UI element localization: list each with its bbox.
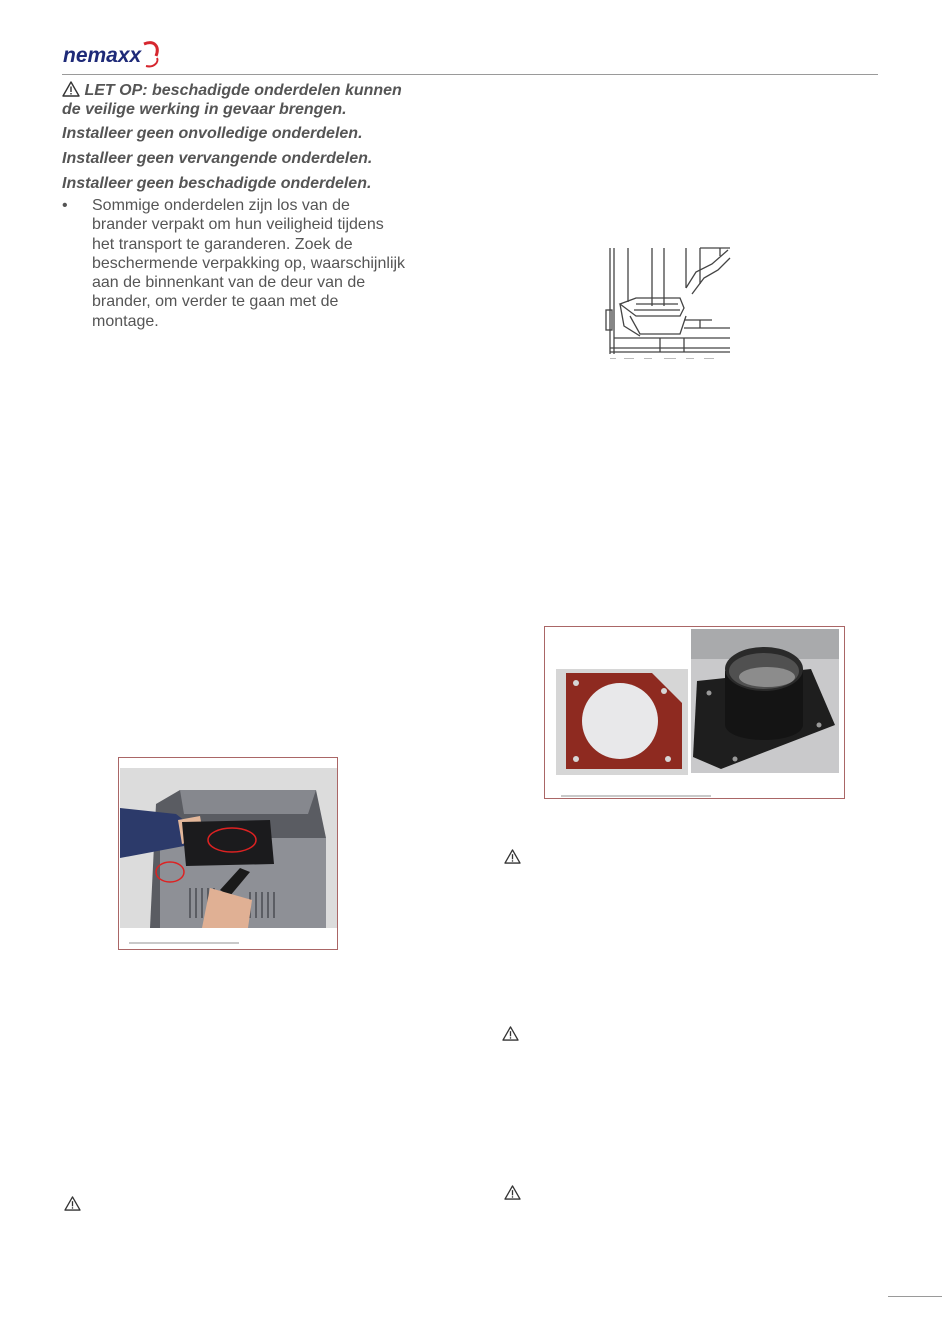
bullet-line: montage. [92,312,159,330]
bullet-line: beschermende verpakking op, waarschijnlijk [92,254,406,272]
flue-collar-image [691,629,839,773]
warning-line-1: LET OP: beschadigde onderdelen kunnen [84,82,402,99]
warning-triangle-icon [502,1026,519,1041]
header-rule [62,74,878,75]
warning-line-3: Installeer geen onvolledige onderdelen. [62,125,363,142]
warning-heading [62,81,402,100]
warning-line-5: Installeer geen beschadigde onderdelen. [62,175,372,192]
caption-smudge [129,942,239,944]
caption-smudge [561,795,711,797]
bullet-line: het transport te garanderen. Zoek de [92,235,353,253]
flue-collar-photo [544,626,845,799]
installation-photo [118,757,338,950]
warning-line-4: Installeer geen vervangende onderdelen. [62,150,373,167]
bullet-line: brander, om verder te gaan met de [92,293,339,311]
nemaxx-logo [62,36,162,72]
warning-triangle-icon [504,1185,521,1200]
logo-wordmark: nemaxx [63,44,142,67]
warning-line-2: de veilige werking in gevaar brengen. [62,101,347,118]
gasket-image [556,669,688,775]
page-number-rule [888,1296,942,1297]
warning-triangle-icon [504,849,521,864]
bullet-marker: • [62,197,68,214]
bullet-line: Sommige onderdelen zijn los van de [92,197,350,214]
warning-triangle-icon [64,1196,81,1211]
stove-cross-section-drawing [600,244,734,364]
warning-triangle-icon [62,81,80,97]
stove-top-install-image [120,768,337,928]
bullet-text [92,196,452,331]
bullet-line: aan de binnenkant van de deur van de [92,274,366,292]
bullet-line: brander verpakt om hun veiligheid tijdens [92,216,384,234]
